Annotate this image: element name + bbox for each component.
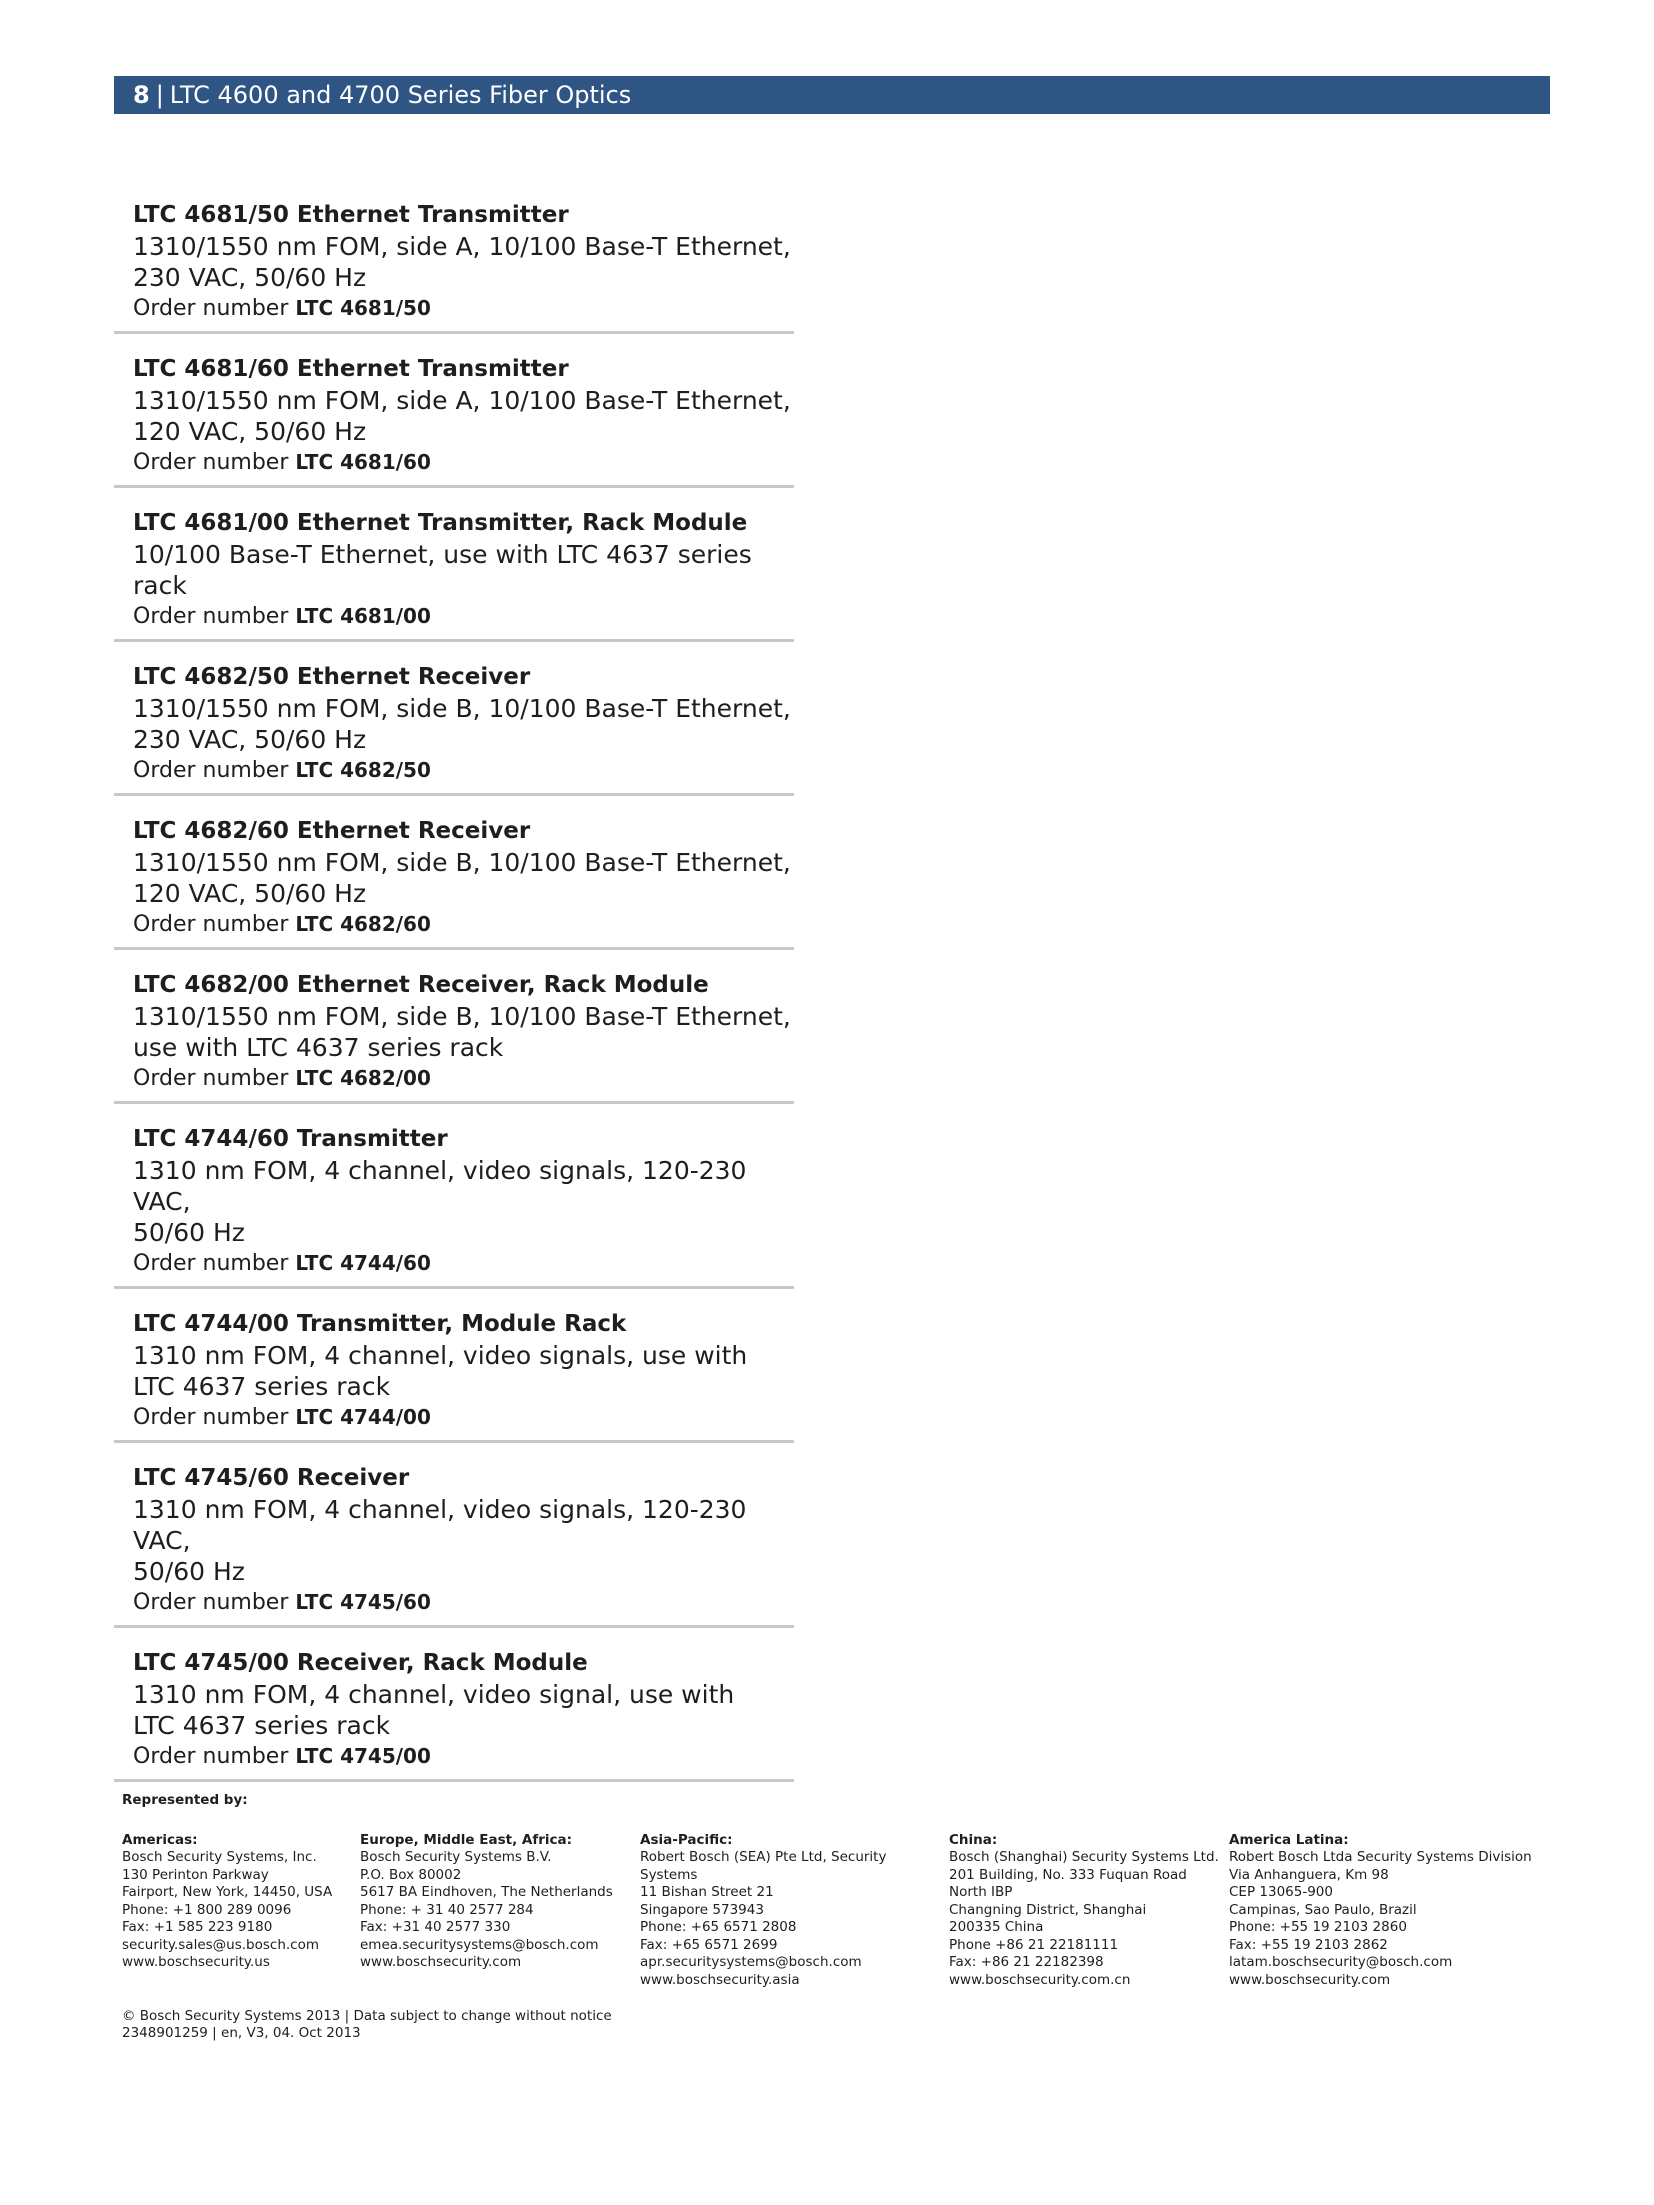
order-label: Order number: [133, 758, 289, 783]
order-code: LTC 4681/00: [295, 604, 431, 628]
region-line: 201 Building, No. 333 Fuquan Road: [949, 1866, 1187, 1883]
order-code: LTC 4745/60: [295, 1590, 431, 1614]
region-line: Fax: +55 19 2103 2862: [1229, 1936, 1388, 1953]
item-order-number: [133, 755, 794, 786]
order-code: LTC 4744/60: [295, 1251, 431, 1275]
page-header: [114, 76, 1550, 114]
region-line: Changning District, Shanghai: [949, 1901, 1147, 1918]
region-line: Phone: +1 800 289 0096: [122, 1901, 292, 1918]
item-description: 1310/1550 nm FOM, side B, 10/100 Base-T Ethernet, use with LTC 4637 series rack: [133, 1002, 791, 1062]
item-title: LTC 4745/60 Receiver: [133, 1465, 410, 1491]
order-item: [114, 658, 794, 796]
region-title: Asia-Pacific:: [640, 1831, 733, 1848]
item-description: 1310 nm FOM, 4 channel, video signals, 120-230 VAC, 50/60 Hz: [133, 1495, 747, 1586]
region-line: Singapore 573943: [640, 1901, 764, 1918]
item-order-number: [133, 1741, 794, 1772]
item-title: LTC 4744/60 Transmitter: [133, 1126, 448, 1152]
order-item: [114, 966, 794, 1104]
region-line: Bosch Security Systems B.V.: [360, 1849, 552, 1865]
item-order-number: [133, 1402, 794, 1433]
document-id: 2348901259 | en, V3, 04. Oct 2013: [122, 2025, 361, 2041]
item-title: LTC 4682/00 Ethernet Receiver, Rack Module: [133, 972, 709, 998]
order-label: Order number: [133, 1066, 289, 1091]
region-line: Phone: +65 6571 2808: [640, 1919, 797, 1935]
region-line: www.boschsecurity.com.cn: [949, 1971, 1131, 1988]
item-title: LTC 4744/00 Transmitter, Module Rack: [133, 1311, 627, 1337]
region-line: Phone: +55 19 2103 2860: [1229, 1919, 1407, 1935]
item-description: 10/100 Base-T Ethernet, use with LTC 4637 series rack: [133, 540, 752, 600]
region-line: 11 Bishan Street 21: [640, 1884, 774, 1900]
order-item: [114, 350, 794, 488]
item-title: LTC 4681/00 Ethernet Transmitter, Rack Module: [133, 510, 748, 536]
region-line: www.boschsecurity.com: [360, 1954, 522, 1970]
item-order-number: [133, 601, 794, 632]
regional-contacts: [122, 1832, 1552, 1992]
copyright-notice: © Bosch Security Systems 2013 | Data subject to change without notice: [122, 2007, 612, 2024]
item-description: 1310/1550 nm FOM, side A, 10/100 Base-T Ethernet, 120 VAC, 50/60 Hz: [133, 386, 791, 446]
item-order-number: [133, 909, 794, 940]
item-title: LTC 4682/50 Ethernet Receiver: [133, 664, 531, 690]
order-code: LTC 4744/00: [295, 1405, 431, 1429]
order-label: Order number: [133, 1405, 289, 1430]
region-line: 200335 China: [949, 1919, 1044, 1935]
order-code: LTC 4681/50: [295, 296, 431, 320]
order-code: LTC 4681/60: [295, 450, 431, 474]
region-line: Via Anhanguera, Km 98: [1229, 1866, 1389, 1883]
item-title: LTC 4745/00 Receiver, Rack Module: [133, 1650, 588, 1676]
region-line: Campinas, Sao Paulo, Brazil: [1229, 1901, 1417, 1918]
region-contact: [1229, 1832, 1532, 1990]
item-title: LTC 4681/60 Ethernet Transmitter: [133, 356, 569, 382]
region-line: emea.securitysystems@bosch.com: [360, 1936, 599, 1953]
region-contact: [949, 1832, 1219, 1990]
region-title: China:: [949, 1831, 998, 1848]
region-line: apr.securitysystems@bosch.com: [640, 1954, 862, 1970]
page-number: 8: [133, 81, 150, 109]
item-order-number: [133, 1587, 794, 1618]
region-title: Europe, Middle East, Africa:: [360, 1831, 573, 1848]
region-contact: [122, 1832, 332, 1972]
region-line: www.boschsecurity.asia: [640, 1971, 800, 1988]
region-line: Phone: + 31 40 2577 284: [360, 1901, 534, 1918]
item-description: 1310 nm FOM, 4 channel, video signals, 120-230 VAC, 50/60 Hz: [133, 1156, 747, 1247]
item-description: 1310/1550 nm FOM, side B, 10/100 Base-T Ethernet, 120 VAC, 50/60 Hz: [133, 848, 791, 908]
represented-by-label: Represented by:: [122, 1792, 248, 1808]
region-line: Bosch Security Systems, Inc.: [122, 1849, 317, 1865]
region-line: Robert Bosch (SEA) Pte Ltd, Security: [640, 1849, 887, 1865]
item-title: LTC 4681/50 Ethernet Transmitter: [133, 202, 569, 228]
footer: [122, 1792, 1552, 2043]
order-label: Order number: [133, 604, 289, 629]
order-item: [114, 196, 794, 334]
order-label: Order number: [133, 296, 289, 321]
order-item: [114, 504, 794, 642]
region-line: Fax: +65 6571 2699: [640, 1936, 778, 1953]
order-code: LTC 4682/00: [295, 1066, 431, 1090]
item-description: 1310/1550 nm FOM, side B, 10/100 Base-T Ethernet, 230 VAC, 50/60 Hz: [133, 694, 791, 754]
order-code: LTC 4682/50: [295, 758, 431, 782]
region-line: 130 Perinton Parkway: [122, 1866, 269, 1883]
region-title: Americas:: [122, 1831, 198, 1848]
region-line: security.sales@us.bosch.com: [122, 1936, 320, 1953]
region-line: Robert Bosch Ltda Security Systems Division: [1229, 1849, 1532, 1865]
order-item: [114, 1644, 794, 1782]
item-order-number: [133, 1063, 794, 1094]
region-line: P.O. Box 80002: [360, 1866, 462, 1883]
region-line: Fax: +31 40 2577 330: [360, 1919, 511, 1935]
item-description: 1310 nm FOM, 4 channel, video signal, use with LTC 4637 series rack: [133, 1680, 735, 1740]
order-item: [114, 1305, 794, 1443]
order-item: [114, 812, 794, 950]
region-title: America Latina:: [1229, 1831, 1349, 1848]
region-line: Fax: +86 21 22182398: [949, 1954, 1104, 1970]
region-contact: [360, 1832, 613, 1972]
order-code: LTC 4745/00: [295, 1744, 431, 1768]
region-line: Phone +86 21 22181111: [949, 1936, 1119, 1953]
region-line: Fairport, New York, 14450, USA: [122, 1884, 333, 1900]
order-label: Order number: [133, 1590, 289, 1615]
order-label: Order number: [133, 1744, 289, 1769]
item-order-number: [133, 293, 794, 324]
item-title: LTC 4682/60 Ethernet Receiver: [133, 818, 531, 844]
order-item: [114, 1459, 794, 1628]
region-line: North IBP: [949, 1884, 1013, 1900]
region-line: www.boschsecurity.com: [1229, 1971, 1391, 1988]
region-line: Bosch (Shanghai) Security Systems Ltd.: [949, 1849, 1219, 1865]
item-description: 1310 nm FOM, 4 channel, video signals, use with LTC 4637 series rack: [133, 1341, 748, 1401]
order-label: Order number: [133, 450, 289, 475]
document-title: LTC 4600 and 4700 Series Fiber Optics: [169, 81, 632, 109]
ordering-list: [114, 196, 794, 1798]
region-contact: [640, 1832, 886, 1990]
item-order-number: [133, 1248, 794, 1279]
region-line: latam.boschsecurity@bosch.com: [1229, 1954, 1453, 1970]
region-line: Systems: [640, 1866, 698, 1883]
order-label: Order number: [133, 1251, 289, 1276]
order-label: Order number: [133, 912, 289, 937]
order-item: [114, 1120, 794, 1289]
item-description: 1310/1550 nm FOM, side A, 10/100 Base-T Ethernet, 230 VAC, 50/60 Hz: [133, 232, 791, 292]
order-code: LTC 4682/60: [295, 912, 431, 936]
item-order-number: [133, 447, 794, 478]
region-line: Fax: +1 585 223 9180: [122, 1919, 273, 1935]
region-line: CEP 13065-900: [1229, 1884, 1333, 1900]
region-line: www.boschsecurity.us: [122, 1954, 270, 1970]
header-separator: |: [155, 81, 164, 109]
region-line: 5617 BA Eindhoven, The Netherlands: [360, 1884, 613, 1900]
